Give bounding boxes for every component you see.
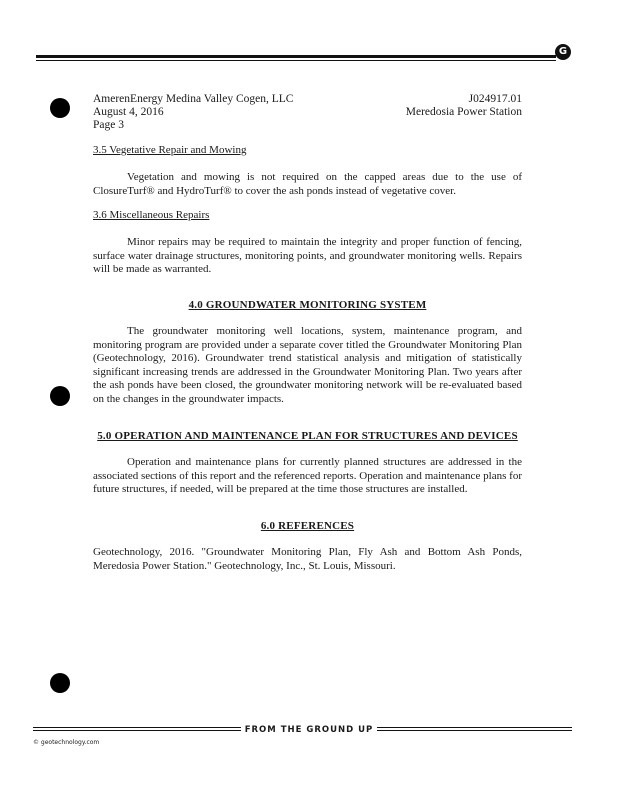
- section-3-6-title: 3.6 Miscellaneous Repairs: [93, 209, 210, 221]
- section-5-0-body: Operation and maintenance plans for currently planned structures are addressed in the associated sections of this report and the referenced reports. Operation and maintenance plans for future structures, if needed, will be prepared at the time those structures are installed.: [93, 456, 522, 495]
- company-logo-icon: G: [555, 44, 571, 60]
- job-number: J024917.01: [468, 93, 522, 105]
- header-right: [360, 93, 522, 119]
- station-name: Meredosia Power Station: [405, 106, 522, 118]
- section-3-5-body: Vegetation and mowing is not required on the capped areas due to the use of ClosureTurf® and HydroTurf® to cover the ash ponds instead of vegetative cover.: [93, 171, 522, 197]
- footer-tagline-text: FROM THE GROUND UP: [241, 725, 378, 735]
- company-name: AmerenEnergy Medina Valley Cogen, LLC: [93, 93, 294, 105]
- section-3-6-body: Minor repairs may be required to maintain the integrity and proper function of fencing, surface water drainage structures, monitoring points, and groundwater monitoring wells. Repairs will be made as warranted.: [93, 236, 522, 275]
- footer-copyright: © geotechnology.com: [33, 739, 100, 746]
- section-4-0-body: The groundwater monitoring well locations, system, maintenance program, and monitoring program are provided under a separate cover titled the Groundwater Monitoring Plan (Geotechnology, 2016). Groundwater trend statistical analysis and mitigation of statistically significant increasing trends are addressed in the Groundwater Monitoring Plan. Two years after the ash ponds have been closed, the groundwater monitoring network will be re-evaluated based on the changes in the groundwater impacts.: [93, 325, 522, 405]
- binder-hole-icon: [50, 386, 70, 406]
- section-6-0-title: 6.0 REFERENCES: [260, 520, 355, 532]
- section-5-0-title: 5.0 OPERATION AND MAINTENANCE PLAN FOR STRUCTURES AND DEVICES: [97, 430, 518, 442]
- footer-tagline: [0, 725, 618, 735]
- document-date: August 4, 2016: [93, 106, 164, 118]
- binder-hole-icon: [50, 673, 70, 693]
- section-6-0-body: Geotechnology, 2016. "Groundwater Monitoring Plan, Fly Ash and Bottom Ash Ponds, Meredosia Power Station." Geotechnology, Inc., St. Louis, Missouri.: [93, 546, 522, 572]
- header-rule: [36, 55, 556, 58]
- header-left: [93, 93, 353, 132]
- page-number: Page 3: [93, 119, 124, 131]
- section-3-5-title: 3.5 Vegetative Repair and Mowing: [93, 144, 247, 156]
- section-4-0-title: 4.0 GROUNDWATER MONITORING SYSTEM: [188, 299, 427, 311]
- binder-hole-icon: [50, 98, 70, 118]
- header-rule-thin: [36, 60, 556, 61]
